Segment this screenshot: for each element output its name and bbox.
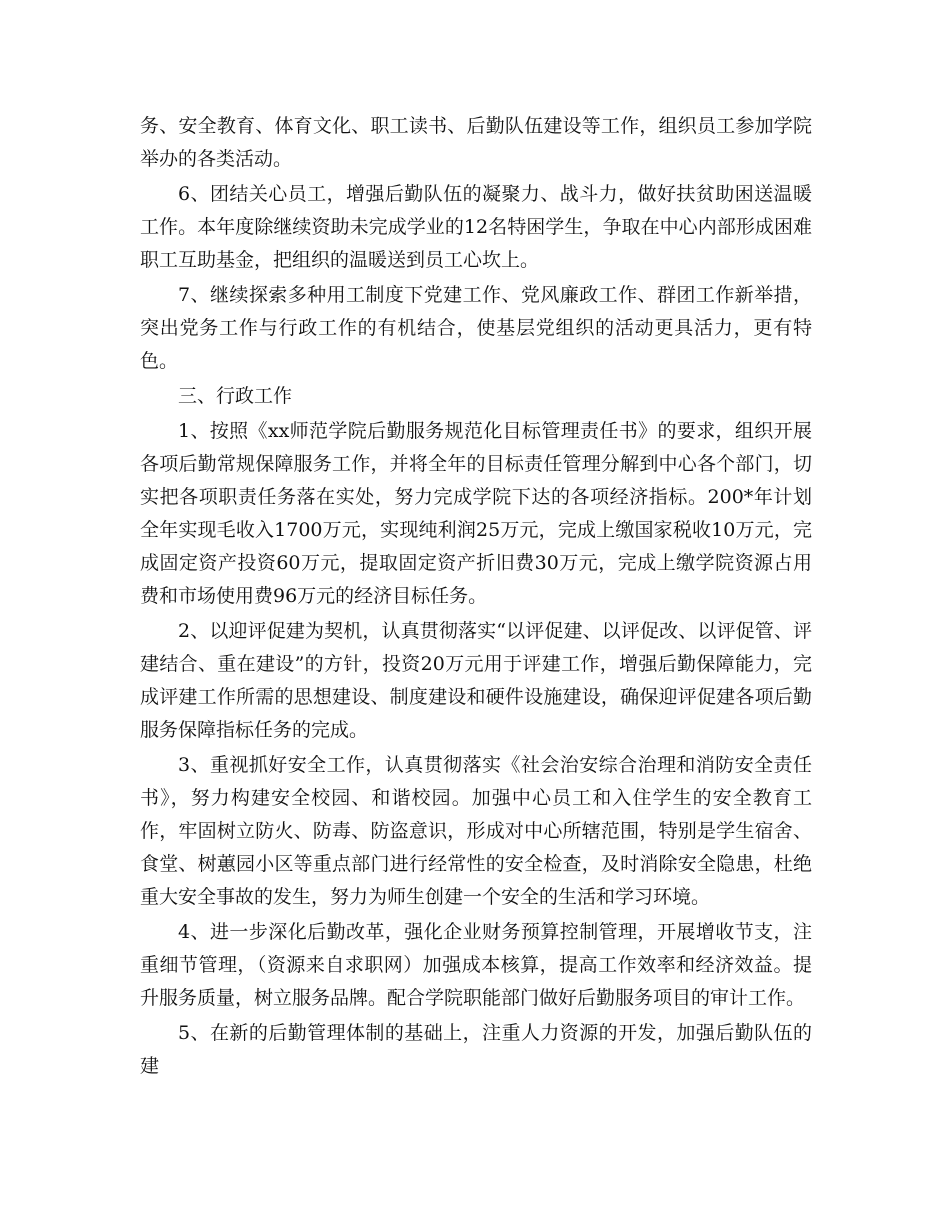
section-heading-administrative-work: 三、行政工作 bbox=[178, 385, 293, 407]
paragraph-item-1: 1、按照《xx师范学院后勤服务规范化目标管理责任书》的要求，组织开展各项后勤常规保障服务工作，并将全年的目标责任管理分解到中心各个部门，切实把各项职责任务落在实处，努力完成学院下达的各项经济指标。200*年计划全年实现毛收入1700万元，实现纯利润25万元，完成上缴国家税收10万元，完成固定资产投资60万元，提取固定资产折旧费30万元，完成上缴学院资源占用费和市场使用费96万元的经济目标任务。 bbox=[140, 420, 812, 607]
paragraph-item-4: 4、进一步深化后勤改革，强化企业财务预算控制管理，开展增收节支，注重细节管理，（资源来自求职网）加强成本核算，提高工作效率和经济效益。提升服务质量，树立服务品牌。配合学院职能部门做好后勤服务项目的审计工作。 bbox=[140, 921, 812, 1009]
paragraph-item-6: 6、团结关心员工，增强后勤队伍的凝聚力、战斗力，做好扶贫助困送温暖工作。本年度除继续资助未完成学业的12名特困学生，争取在中心内部形成困难职工互助基金，把组织的温暖送到员工心坎上。 bbox=[140, 183, 812, 271]
paragraph-continuation: 务、安全教育、体育文化、职工读书、后勤队伍建设等工作，组织员工参加学院举办的各类活动。 bbox=[140, 115, 812, 170]
paragraph-item-7: 7、继续探索多种用工制度下党建工作、党风廉政工作、群团工作新举措，突出党务工作与行政工作的有机结合，使基层党组织的活动更具活力，更有特色。 bbox=[140, 284, 812, 372]
paragraph-item-3: 3、重视抓好安全工作，认真贯彻落实《社会治安综合治理和消防安全责任书》，努力构建安全校园、和谐校园。加强中心员工和入住学生的安全教育工作，牢固树立防火、防毒、防盗意识，形成对中心所辖范围，特别是学生宿舍、食堂、树蕙园小区等重点部门进行经常性的安全检查，及时消除安全隐患，杜绝重大安全事故的发生，努力为师生创建一个安全的生活和学习环境。 bbox=[140, 754, 812, 908]
paragraph-item-5: 5、在新的后勤管理体制的基础上，注重人力资源的开发，加强后勤队伍的建 bbox=[140, 1022, 812, 1077]
paragraph-item-2: 2、以迎评促建为契机，认真贯彻落实“以评促建、以评促改、以评促管、评建结合、重在建设”的方针，投资20万元用于评建工作，增强后勤保障能力，完成评建工作所需的思想建设、制度建设和硬件设施建设，确保迎评促建各项后勤服务保障指标任务的完成。 bbox=[140, 620, 812, 741]
document-body bbox=[140, 110, 812, 1085]
